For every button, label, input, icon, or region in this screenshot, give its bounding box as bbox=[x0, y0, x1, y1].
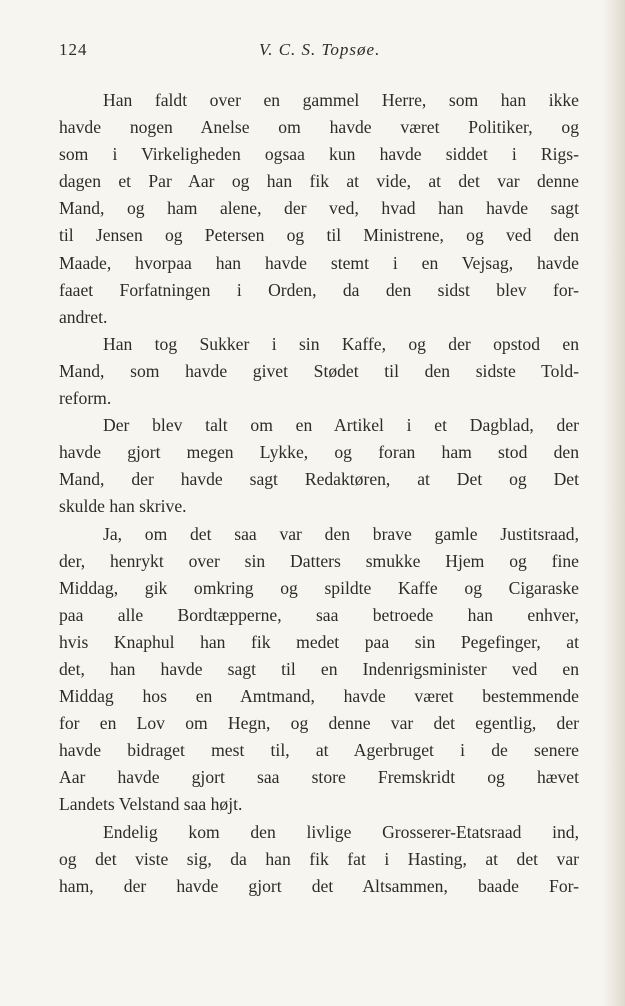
text-line: Aar havde gjort saa store Fremskridt og hævet bbox=[59, 767, 579, 788]
text-line: og det viste sig, da han fik fat i Hasting, at det var bbox=[59, 848, 579, 869]
text-line: for en Lov om Hegn, og denne var det egentlig, der bbox=[59, 713, 579, 734]
text-line: Endelig kom den livlige Grosserer-Etatsraad ind, bbox=[103, 821, 579, 842]
page-number: 124 bbox=[59, 40, 88, 59]
text-line: til Jensen og Petersen og til Ministrene, og ved den bbox=[59, 225, 579, 246]
text-line: havde nogen Anelse om havde været Politiker, og bbox=[59, 117, 579, 138]
text-line: som i Virkeligheden ogsaa kun havde siddet i Rigs- bbox=[59, 144, 579, 165]
text-line: ham, der havde gjort det Altsammen, baade For- bbox=[59, 875, 579, 896]
text-line: skulde han skrive. bbox=[59, 496, 187, 517]
text-line: reform. bbox=[59, 388, 112, 409]
running-head: V. C. S. Topsøe. bbox=[259, 40, 381, 59]
text-line: der, henrykt over sin Datters smukke Hjem og fine bbox=[59, 550, 579, 571]
text-line: Mand, der havde sagt Redaktøren, at Det og Det bbox=[59, 469, 579, 490]
page-edge-shadow bbox=[603, 0, 625, 1006]
text-line: havde gjort megen Lykke, og foran ham stod den bbox=[59, 442, 579, 463]
text-line: Der blev talt om en Artikel i et Dagblad, der bbox=[103, 415, 579, 436]
text-line: Middag hos en Amtmand, havde været bestemmende bbox=[59, 686, 579, 707]
text-line: havde bidraget mest til, at Agerbruget i de senere bbox=[59, 740, 579, 761]
text-line: hvis Knaphul han fik medet paa sin Pegefinger, at bbox=[59, 631, 579, 652]
text-line: Han tog Sukker i sin Kaffe, og der opstod en bbox=[103, 333, 579, 354]
text-line: det, han havde sagt til en Indenrigsminister ved en bbox=[59, 658, 579, 679]
text-line: faaet Forfatningen i Orden, da den sidst blev for- bbox=[59, 279, 579, 300]
text-line: Middag, gik omkring og spildte Kaffe og Cigaraske bbox=[59, 577, 579, 598]
text-line: Landets Velstand saa højt. bbox=[59, 794, 243, 815]
text-line: Ja, om det saa var den brave gamle Justitsraad, bbox=[103, 523, 579, 544]
text-line: Maade, hvorpaa han havde stemt i en Vejsag, havde bbox=[59, 252, 579, 273]
text-line: dagen et Par Aar og han fik at vide, at det var denne bbox=[59, 171, 579, 192]
text-line: andret. bbox=[59, 306, 108, 327]
text-line: Mand, som havde givet Stødet til den sidste Told- bbox=[59, 360, 579, 381]
text-line: Mand, og ham alene, der ved, hvad han havde sagt bbox=[59, 198, 579, 219]
text-line: Han faldt over en gammel Herre, som han ikke bbox=[103, 90, 579, 110]
body-text bbox=[59, 87, 579, 900]
text-line: paa alle Bordtæpperne, saa betroede han enhver, bbox=[59, 604, 579, 625]
page-header bbox=[59, 40, 579, 66]
